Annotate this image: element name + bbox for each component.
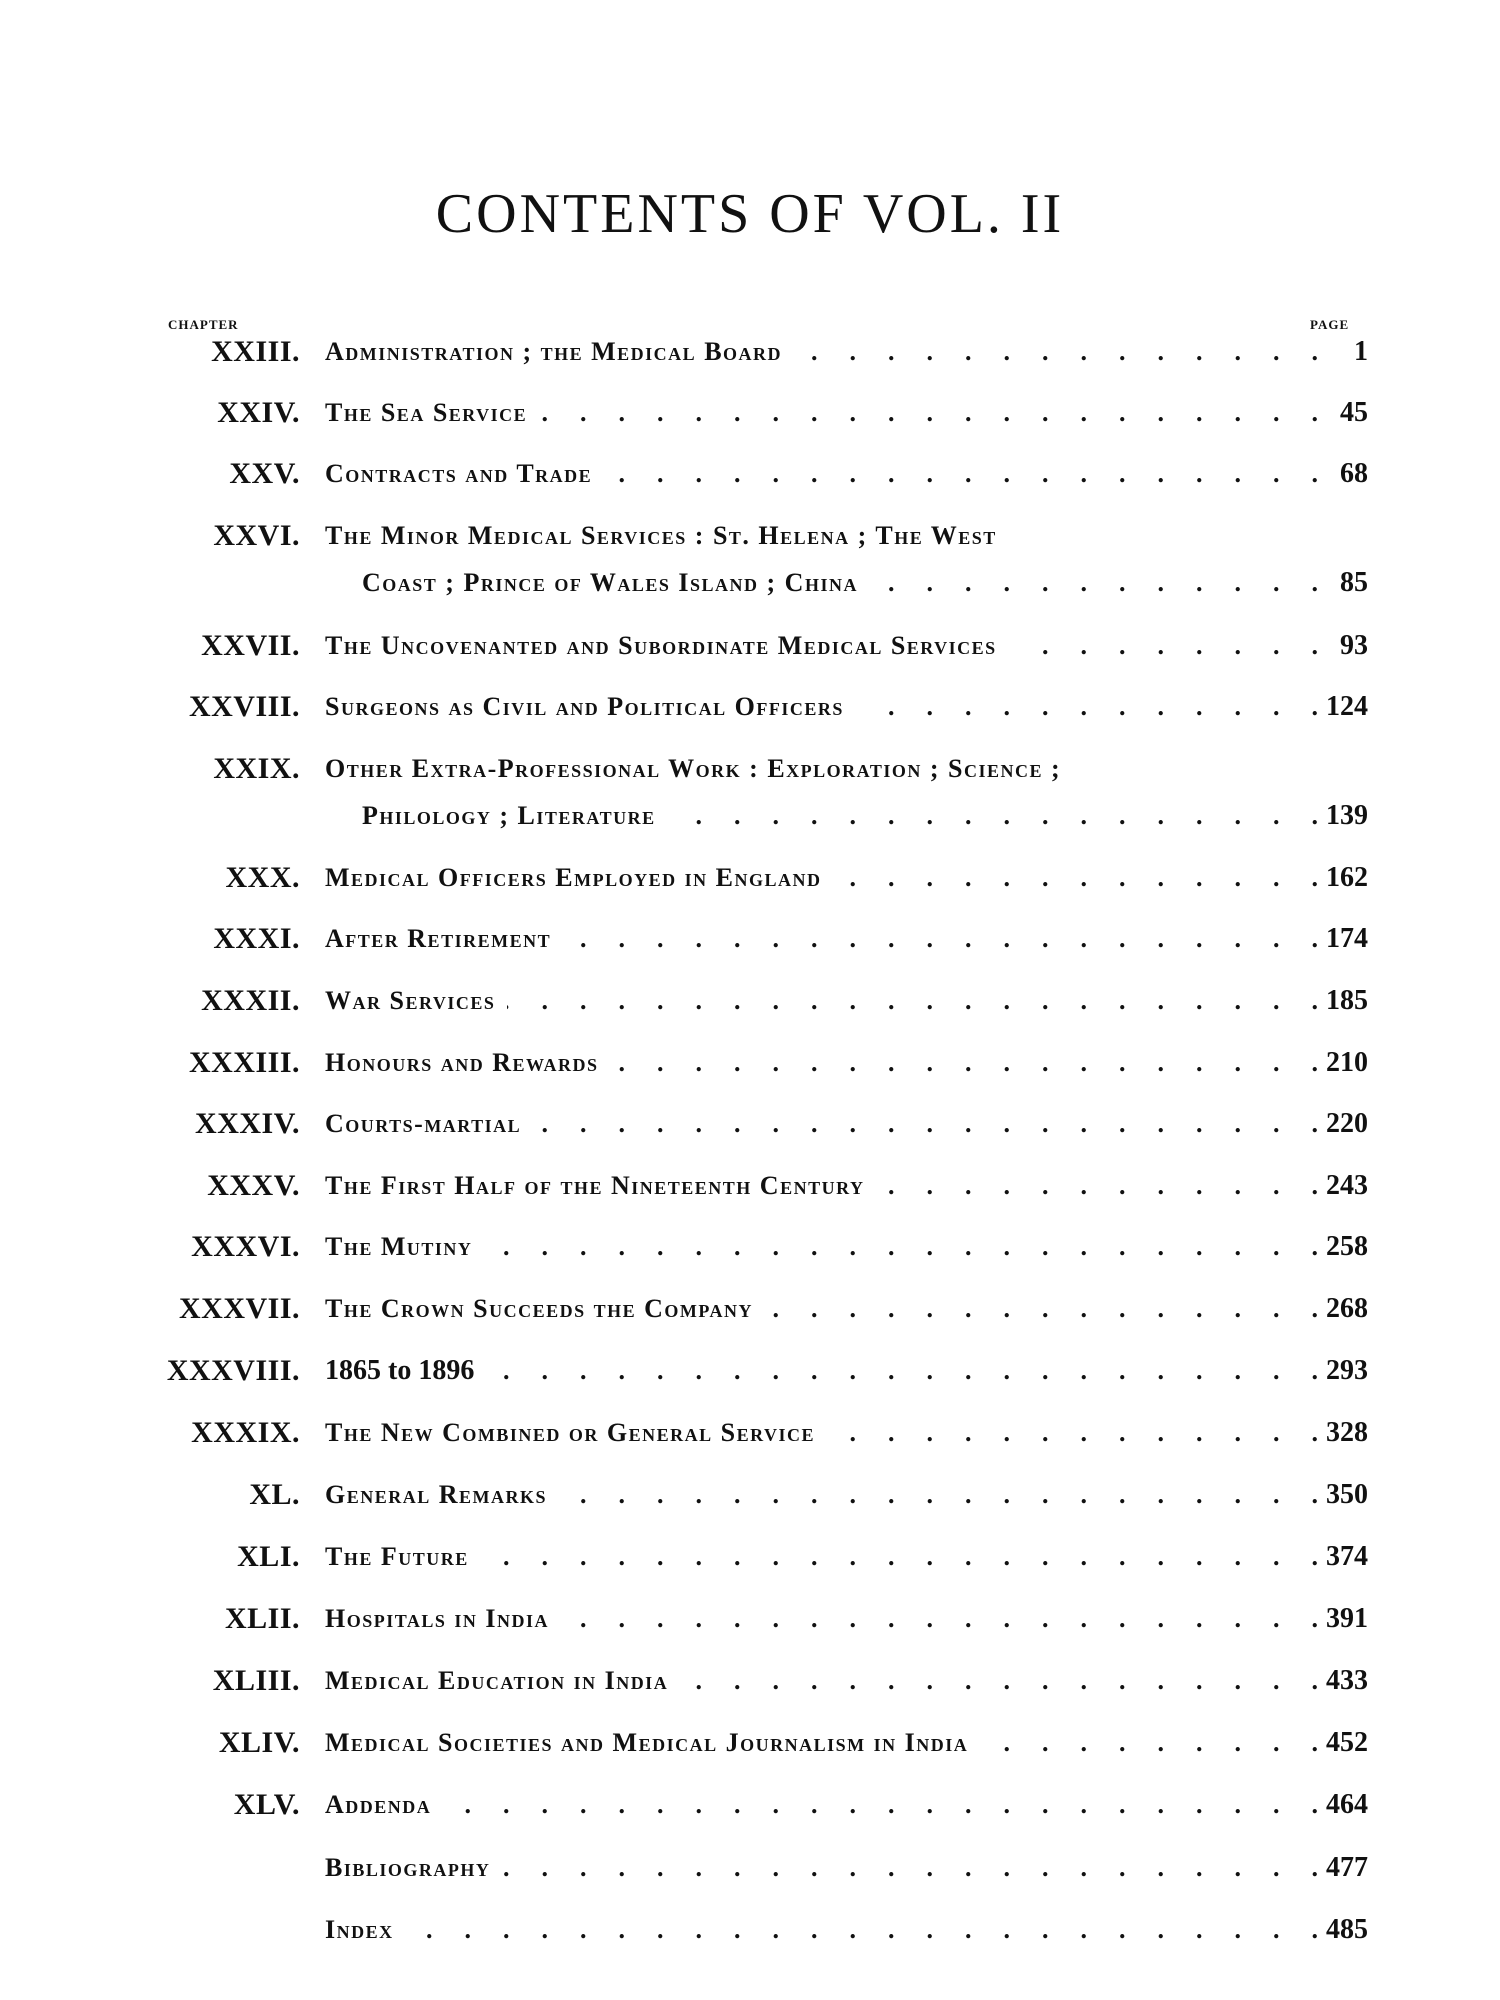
dot-leader — [533, 1104, 1350, 1144]
chapter-number: XXXIV. — [195, 1107, 300, 1140]
chapter-title: Administration ; the Medical Board — [325, 337, 783, 366]
chapter-title: Addenda — [325, 1790, 432, 1819]
page-number: 93 — [1340, 630, 1368, 661]
dot-leader — [611, 1043, 1350, 1083]
page-number: 477 — [1326, 1852, 1368, 1883]
chapter-number: XXXIX. — [191, 1416, 300, 1449]
page-number: 68 — [1340, 458, 1368, 489]
dot-leader — [668, 796, 1350, 836]
page-number: 464 — [1326, 1789, 1368, 1820]
chapter-number: XLII. — [224, 1602, 300, 1635]
page-number: 485 — [1326, 1914, 1368, 1945]
page-number: 185 — [1326, 985, 1368, 1016]
chapter-title: 1865 to 1896 — [325, 1355, 475, 1386]
page-column-header: PAGE — [1310, 317, 1350, 332]
dot-leader — [980, 1723, 1350, 1763]
chapter-number: XXXV. — [207, 1169, 300, 1202]
dot-leader — [856, 687, 1350, 727]
page-number: 258 — [1326, 1231, 1368, 1262]
dot-leader — [484, 1227, 1350, 1267]
chapter-number: XXIX. — [213, 752, 300, 785]
chapter-title: The Mutiny — [325, 1232, 473, 1261]
chapter-title: War Services — [325, 986, 496, 1015]
chapter-number: XXIV. — [217, 396, 300, 429]
chapter-title: Other Extra-Professional Work : Exploration ; Science ; — [325, 754, 1062, 783]
dot-leader — [604, 454, 1350, 494]
page-number: 328 — [1326, 1417, 1368, 1448]
chapter-number: XLV. — [233, 1788, 300, 1821]
chapter-number: XXV. — [229, 457, 300, 490]
page-number: 350 — [1326, 1479, 1368, 1510]
chapter-title: Hospitals in India — [325, 1604, 550, 1633]
page-number: 220 — [1326, 1108, 1368, 1139]
chapter-number: XL. — [249, 1478, 300, 1511]
dot-leader — [561, 1599, 1350, 1639]
page-number: 162 — [1326, 862, 1368, 893]
chapter-number: XLIII. — [212, 1664, 300, 1697]
dot-leader — [794, 332, 1350, 372]
chapter-number: XXVIII. — [188, 690, 300, 723]
page-number: 1 — [1354, 336, 1368, 367]
chapter-title: Medical Education in India — [325, 1666, 669, 1695]
chapter-number: XXXVIII. — [166, 1354, 300, 1387]
chapter-number: XXVI. — [213, 519, 300, 552]
dot-leader — [833, 858, 1350, 898]
page-title: CONTENTS OF VOL. II — [435, 183, 1065, 245]
page-number: 45 — [1340, 397, 1368, 428]
chapter-title: After Retirement — [325, 924, 552, 953]
page-number: 85 — [1340, 567, 1368, 598]
page-number: 174 — [1326, 923, 1368, 954]
chapter-title: The Crown Succeeds the Company — [325, 1294, 754, 1323]
chapter-title-continued: Coast ; Prince of Wales Island ; China — [362, 568, 858, 597]
dot-leader — [563, 919, 1350, 959]
chapter-number: XLIV. — [218, 1726, 300, 1759]
dot-leader — [827, 1413, 1350, 1453]
chapter-title: Courts-martial — [325, 1109, 522, 1138]
dot-leader — [502, 1848, 1350, 1888]
page-number: 293 — [1326, 1355, 1368, 1386]
page-number: 243 — [1326, 1170, 1368, 1201]
chapter-title: Contracts and Trade — [325, 459, 593, 488]
page-number: 210 — [1326, 1047, 1368, 1078]
chapter-title: The New Combined or General Service — [325, 1418, 815, 1447]
chapter-title: The Sea Service — [325, 398, 528, 427]
page-number: 452 — [1326, 1727, 1368, 1758]
dot-leader — [559, 1475, 1350, 1515]
chapter-number: XXX. — [225, 861, 300, 894]
dot-leader — [539, 393, 1350, 433]
dot-leader — [1009, 626, 1350, 666]
chapter-title: Medical Societies and Medical Journalism in India — [325, 1728, 969, 1757]
dot-leader — [481, 1537, 1350, 1577]
chapter-number: XXXIII. — [188, 1046, 300, 1079]
chapter-number: XXIII. — [211, 335, 300, 368]
page-number: 374 — [1326, 1541, 1368, 1572]
chapter-title: The Future — [325, 1542, 469, 1571]
chapter-number: XXXVI. — [191, 1230, 300, 1263]
dot-leader — [876, 1166, 1350, 1206]
chapter-number: XLI. — [237, 1540, 300, 1573]
chapter-title: Surgeons as Civil and Political Officers — [325, 692, 844, 721]
chapter-title: General Remarks — [325, 1480, 548, 1509]
chapter-number: XXXII. — [201, 984, 300, 1017]
dot-leader — [680, 1661, 1350, 1701]
chapter-title: Index — [325, 1915, 394, 1944]
chapter-title: Medical Officers Employed in England — [325, 863, 822, 892]
dot-leader — [406, 1910, 1350, 1950]
chapter-number: XXXVII. — [178, 1292, 300, 1325]
chapter-title: The Minor Medical Services : St. Helena ; The West — [325, 521, 997, 550]
chapter-number: XXXI. — [213, 922, 300, 955]
dot-leader — [443, 1785, 1350, 1825]
chapter-title: The Uncovenanted and Subordinate Medical Services — [325, 631, 997, 660]
chapter-title: Honours and Rewards — [325, 1048, 599, 1077]
dot-leader — [765, 1289, 1350, 1329]
page-number: 433 — [1326, 1665, 1368, 1696]
chapter-title: Bibliography — [325, 1853, 491, 1882]
chapter-column-header: CHAPTER — [168, 317, 239, 332]
dot-leader — [870, 563, 1350, 603]
dot-leader — [486, 1351, 1350, 1391]
page-number: 268 — [1326, 1293, 1368, 1324]
page-number: 124 — [1326, 691, 1368, 722]
page-number: 139 — [1326, 800, 1368, 831]
dot-leader — [507, 981, 1350, 1021]
chapter-number: XXVII. — [201, 629, 300, 662]
chapter-title-continued: Philology ; Literature — [362, 801, 656, 830]
chapter-title: The First Half of the Nineteenth Century — [325, 1171, 865, 1200]
page-number: 391 — [1326, 1603, 1368, 1634]
